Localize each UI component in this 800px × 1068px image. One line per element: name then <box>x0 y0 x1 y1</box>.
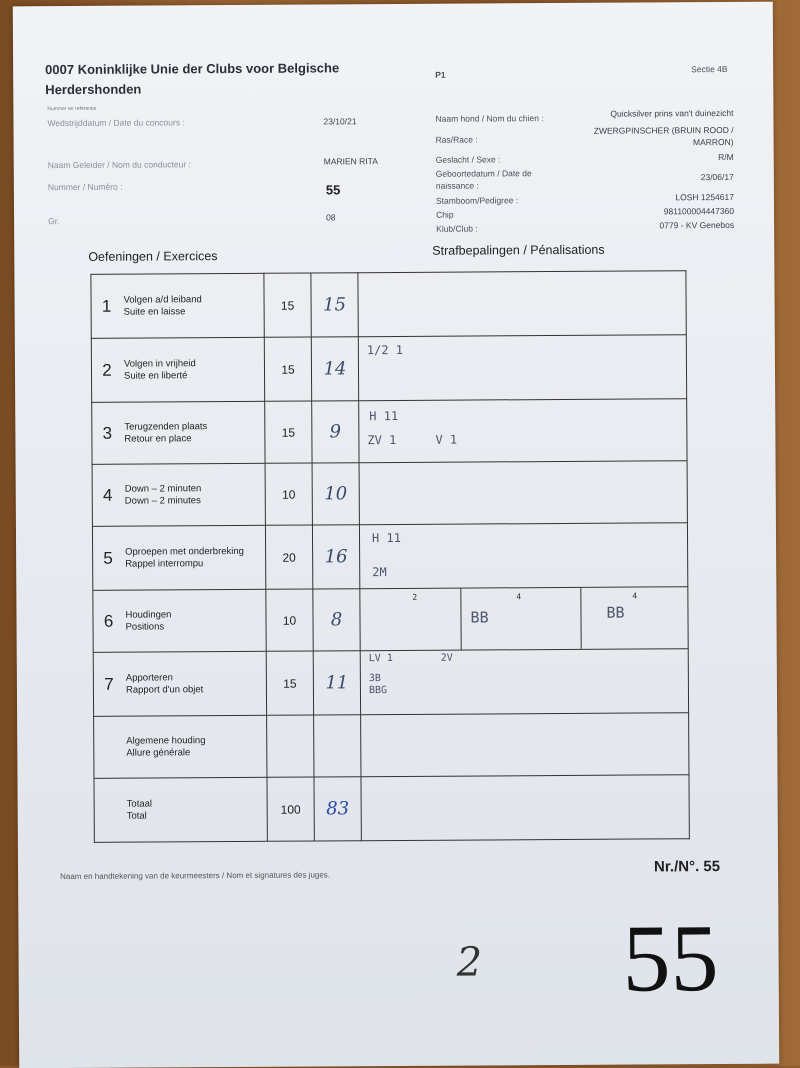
class-label: P1 <box>435 69 446 80</box>
exercise-label <box>123 589 266 652</box>
exercise-row-7 <box>93 649 688 717</box>
handler-label: Naam Geleider / Nom du conducteur : <box>47 159 191 171</box>
score: 11 <box>313 651 360 715</box>
exercise-row-4 <box>92 461 687 527</box>
total-label-nl: Totaal <box>126 797 153 810</box>
pedigree-value: LOSH 1254617 <box>675 191 734 203</box>
score: 10 <box>312 463 359 525</box>
max-points: 10 <box>265 463 312 525</box>
total-label-fr: Total <box>126 810 147 822</box>
max-points: 15 <box>264 273 311 337</box>
exercise-row-1 <box>91 271 686 339</box>
exercise-name-fr: Positions <box>125 620 165 633</box>
max-points: 15 <box>265 401 312 463</box>
score: 8 <box>313 589 360 651</box>
penalty-sub-number: 4 <box>632 591 638 601</box>
sex-label: Geslacht / Sexe : <box>435 154 501 165</box>
dog-name-value: Quicksilver prins van't duinezicht <box>610 107 734 119</box>
penalty-note: 3B <box>368 673 381 685</box>
breed-label: Ras/Race : <box>435 134 478 145</box>
birthdate-label: Geboortedatum / Date de naissance : <box>435 168 532 191</box>
penalty-divider <box>580 588 581 649</box>
penalties-header: Strafbepalingen / Pénalisations <box>432 242 605 258</box>
number-label: Nummer / Numéro : <box>47 181 123 193</box>
exercise-number: 6 <box>93 590 124 652</box>
number-footer: Nr./N°. 55 <box>653 858 721 876</box>
score: 16 <box>312 525 359 589</box>
max-points <box>267 715 314 777</box>
exercise-label <box>123 525 266 590</box>
small-note: Nummer ter referentie <box>47 105 97 113</box>
section-label: Sectie 4B <box>691 63 728 75</box>
birthdate-value: 23/06/17 <box>700 171 734 183</box>
total-score: 83 <box>314 777 361 841</box>
exercise-name-fr: Suite en liberté <box>123 369 188 382</box>
chip-label: Chip <box>436 209 454 220</box>
chip-value: 981100004447360 <box>663 205 735 217</box>
max-points: 10 <box>266 589 313 651</box>
date-label: Wedstrijddatum / Date du concours : <box>47 117 185 129</box>
general-row <box>94 713 689 779</box>
exercise-label <box>123 463 266 526</box>
score: 9 <box>312 401 359 463</box>
exercise-name-fr: Retour en place <box>124 432 192 445</box>
total-row <box>94 775 689 843</box>
exercise-name-nl: Oproepen met onderbreking <box>125 545 244 558</box>
exercise-name-nl: Apporteren <box>125 671 173 684</box>
max-points: 15 <box>266 651 313 715</box>
exercise-name-fr: Rappel interrompu <box>125 557 204 570</box>
exercise-number: 2 <box>91 338 122 402</box>
penalty-cell <box>358 335 686 401</box>
group-value: 08 <box>326 212 336 223</box>
penalty-cell <box>360 649 688 715</box>
exercise-name-nl: Algemene houding <box>126 734 206 747</box>
exercise-label <box>124 777 267 842</box>
exercise-number: 5 <box>92 526 123 590</box>
penalty-cell <box>359 523 687 589</box>
judges-label: Naam en handtekening van de keurmeesters / Nom et signatures des juges. <box>60 870 331 882</box>
penalty-cell <box>359 399 687 463</box>
dog-name-label: Naam hond / Nom du chien : <box>435 113 544 124</box>
exercise-number <box>94 778 125 842</box>
date-value: 23/10/21 <box>323 116 357 127</box>
exercise-label <box>122 337 265 402</box>
exercise-name-fr: Allure générale <box>126 746 191 759</box>
penalty-note: 1/2 1 <box>366 342 404 358</box>
breed-value: ZWERGPINSCHER (BRUIN ROOD / MARRON) <box>593 124 734 148</box>
group-label: Gr. <box>48 216 60 227</box>
penalty-note: 2M <box>372 565 387 580</box>
score: 15 <box>311 273 358 337</box>
pedigree-label: Stamboom/Pedigree : <box>435 195 519 206</box>
exercise-name-fr: Rapport d'un objet <box>125 683 204 696</box>
penalty-note: 2V <box>440 652 453 664</box>
max-points: 20 <box>265 525 312 589</box>
exercise-number: 7 <box>93 652 124 716</box>
exercise-label <box>124 715 267 778</box>
handler-value: MARIEN RITA <box>323 156 378 167</box>
max-points: 100 <box>267 777 314 841</box>
penalty-note: BBG <box>368 685 388 697</box>
exercise-number <box>94 716 125 778</box>
club-value: 0779 - KV Genebos <box>659 219 735 231</box>
number-value: 55 <box>325 182 341 198</box>
score-table <box>90 270 689 843</box>
exercise-name-fr: Down – 2 minutes <box>124 494 201 507</box>
exercise-number: 4 <box>92 464 123 526</box>
penalty-sub-number: 4 <box>516 592 522 602</box>
score: 14 <box>311 337 358 401</box>
penalty-cell <box>361 775 689 841</box>
exercise-name-nl: Volgen a/d leiband <box>123 293 202 306</box>
exercise-name-nl: Volgen in vrijheid <box>123 357 196 370</box>
penalty-note: BB <box>606 603 625 622</box>
penalty-note: LV 1 <box>368 653 393 665</box>
penalty-cell <box>358 271 686 337</box>
exercises-header: Oefeningen / Exercices <box>88 249 218 264</box>
big-number: 55 <box>622 904 719 1012</box>
organization-title: 0007 Koninklijke Unie der Clubs voor Belgische Herdershonden <box>45 60 340 98</box>
penalty-cell <box>360 587 688 651</box>
score <box>314 715 361 777</box>
penalty-note: H 11 <box>371 530 401 546</box>
penalty-cell <box>359 461 687 525</box>
penalty-note: V 1 <box>435 432 458 447</box>
penalty-sub-number: 2 <box>412 592 418 602</box>
exercise-row-6 <box>93 587 688 653</box>
exercise-name-nl: Terugzenden plaats <box>124 420 208 433</box>
exercise-row-3 <box>92 399 687 465</box>
score-sheet <box>13 2 779 1068</box>
penalty-cell <box>361 713 689 777</box>
handwritten-mark: 2 <box>456 939 483 986</box>
sex-value: R/M <box>718 151 734 163</box>
club-label: Klub/Club : <box>436 223 478 234</box>
exercise-name-nl: Down – 2 minuten <box>124 482 202 495</box>
penalty-note: BB <box>470 608 489 627</box>
exercise-label <box>122 401 265 464</box>
exercise-label <box>124 651 267 716</box>
exercise-number: 1 <box>91 274 122 338</box>
max-points: 15 <box>264 337 311 401</box>
penalty-note: H 11 <box>369 408 399 424</box>
penalty-note: ZV 1 <box>367 432 397 448</box>
exercise-label <box>121 273 264 338</box>
exercise-row-2 <box>91 335 686 403</box>
exercise-name-nl: Houdingen <box>125 608 172 621</box>
exercise-row-5 <box>92 523 687 591</box>
exercise-name-fr: Suite en laisse <box>123 305 186 318</box>
exercise-number: 3 <box>92 402 123 464</box>
penalty-divider <box>460 589 461 650</box>
